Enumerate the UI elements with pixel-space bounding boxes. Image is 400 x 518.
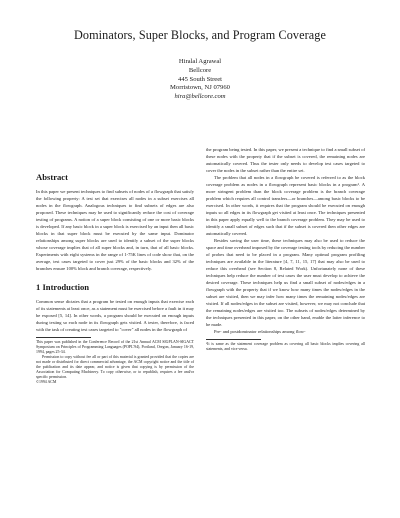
footnote-statement-coverage: ¹It is same as the statement coverage problem as covering all basic blocks implies covering all statements, and vice versa. [206, 342, 365, 351]
footnote-rule [36, 337, 91, 338]
abstract-heading: Abstract [36, 172, 68, 182]
right-paragraph-1: the program being tested. In this paper, we present a technique to find a small subset of these nodes with the property that if the subset is covered, the remaining nodes are automatically covered. Thus the tester only needs to develop test cases targeted to cover the nodes in the subset rather than the entire set. [206, 147, 365, 173]
author-address-street: 445 South Street [178, 75, 222, 83]
author-address-city: Morristown, NJ 07960 [170, 84, 230, 92]
footnote-publication: This paper was published in the Conference Record of the 21st Annual ACM SIGPLAN-SIGACT Symposium on Principles of Programming Languages (POPL'94), Portland, Oregon, January 16-19, 1994, pages 25-34. [36, 340, 194, 354]
author-email: hira@bellcore.com [174, 93, 226, 101]
introduction-heading: 1 Introduction [36, 282, 90, 292]
footnote-copyright: ©1994 ACM [36, 380, 57, 384]
author-affiliation: Bellcore [188, 66, 212, 74]
left-column [36, 146, 194, 385]
right-paragraph-2: The problem that all nodes in a flowgraph be covered is referred to as the block coverage problem as nodes in a flowgraph represent basic blocks in a program¹. A more stringent problem than the block coverage problem is the branch coverage problem which requires all control transfers—or branches—among basic blocks to be exercised. In other words, it requires that the program should be executed on enough inputs so all edges in its flowgraph get visited at least once. The techniques presented in this paper apply equally well to the branch coverage problem. They may be used to identify a small subset of edges such that if the subset is covered then other edges are automatically covered. [206, 175, 365, 236]
right-column [206, 146, 365, 352]
abstract-text: In this paper we present techniques to find subsets of nodes of a flowgraph that satisfy the following property: A test set that exercises all nodes in a subset exercises all nodes in the flowgraph. Analogous techniques to find subsets of edges are also proposed. These techniques may be used to significantly reduce the cost of coverage testing of programs. A notion of a super block consisting of one or more basic blocks is developed. If any basic block in a super block is exercised by an input then all basic blocks in that super block must be executed by the same input. Dominator relationships among super blocks are used to identify a subset of the super blocks whose coverage implies that of all super blocks and, in turn, that of all basic blocks. Experiments with eight systems in the range of 1-75K lines of code show that, on the average, test cases targeted to cover just 29% of the basic blocks and 32% of the branches ensure 100% block and branch coverage, respectively. [36, 189, 194, 271]
paper-title: Dominators, Super Blocks, and Program Coverage [73, 28, 327, 42]
author-block [0, 58, 400, 102]
footnote-permission: Permission to copy without fee all or part of this material is granted provided that the copies are not made or distributed for direct commercial advantage, the ACM copyright notice and the title of the publication and its date appear, and notice is given that copying is by permission of the Association for Computing Machinery. To copy otherwise, or to republish, requires a fee and/or specific permission. [36, 355, 194, 379]
right-paragraph-3: Besides saving the user time, these techniques may also be used to reduce the space and time overhead imposed by the coverage testing tools by reducing the number of probes that need to be placed in a program. Many optimal program profiling techniques are available in the literature [4, 7, 11, 15, 17] that may also be used to reduce this overhead (see Section 8, Related Work). Unfortunately none of these techniques help reduce the number of test cases the user must develop to achieve the desired coverage. These techniques help us find a small subset of nodes/edges in a flowgraph with the property that if we know how many times the nodes/edges in the subset are visited, then we may infer how many times the remaining nodes/edges are visited. If all nodes/edges in the subset are visited, however, we may not conclude that the remaining nodes/edges are visited too. The subsets of nodes/edges determined by the techniques presented in this paper, on the other hand, enable the latter inference to be made. [206, 238, 365, 327]
introduction-text: Common sense dictates that a program be tested on enough inputs that exercise each of its statements at least once, as a statement must be exercised before a fault in it may be exposed [5, 14]. In other words, a program should be executed on enough inputs during testing so each node in its flowgraph gets visited. A tester, therefore, is faced with the task of creating test cases targeted to "cover" all nodes in the flowgraph of [36, 299, 194, 332]
right-paragraph-4: Pre- and postdominator relationships among flow- [214, 329, 306, 334]
author-name: Hiralal Agrawal [178, 58, 222, 65]
right-footnote-rule [206, 339, 261, 340]
